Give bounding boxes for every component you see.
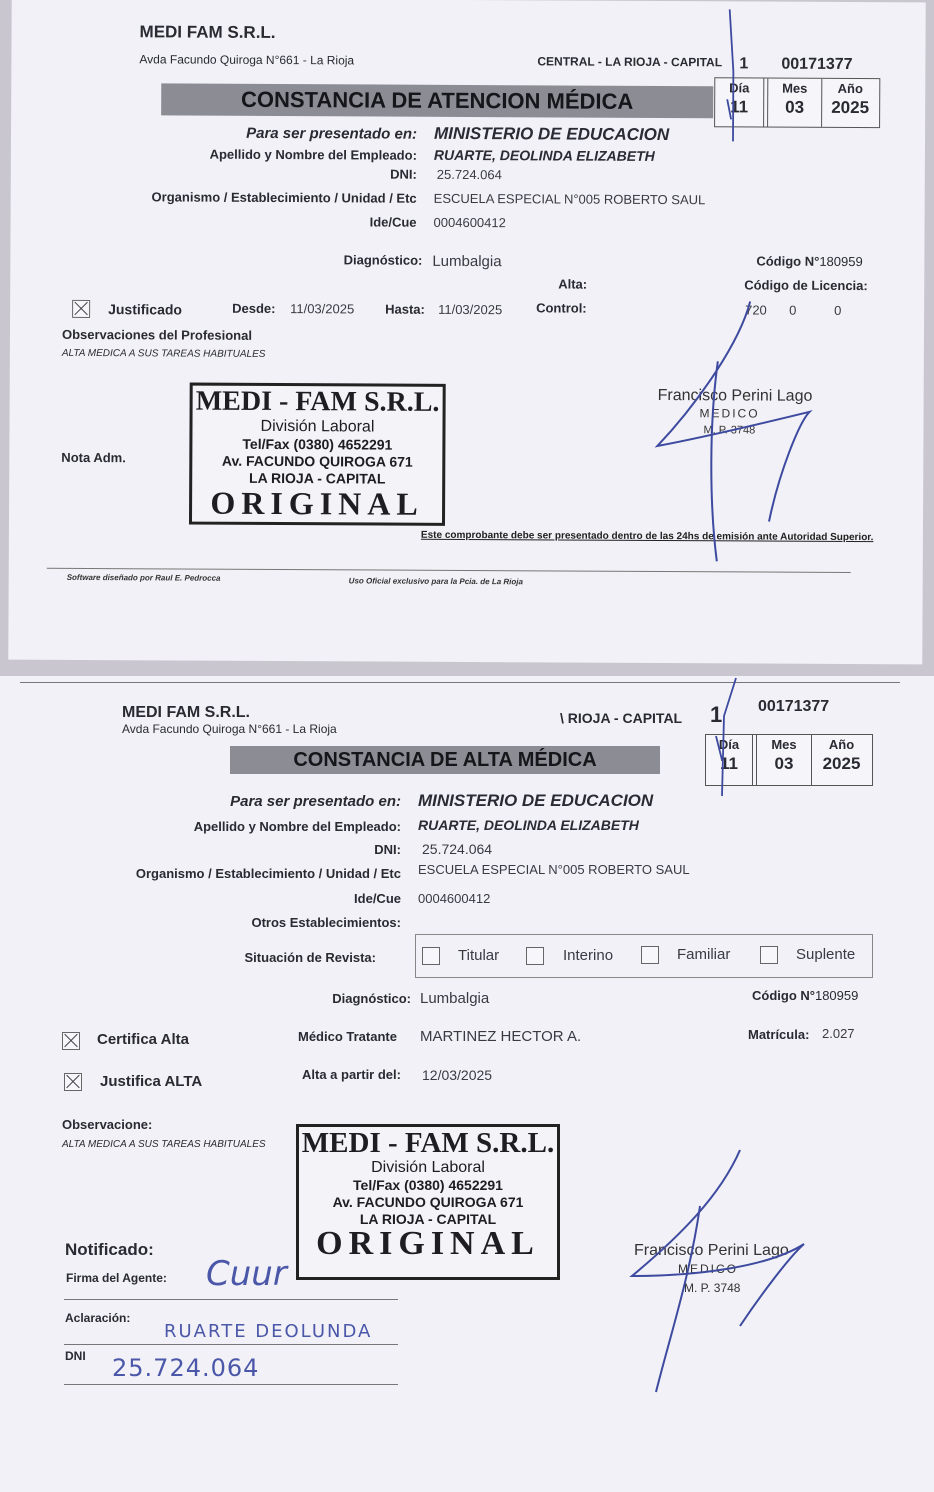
doctor-name: Francisco Perini Lago xyxy=(657,386,813,405)
empleado-value: RUARTE, DEOLINDA ELIZABETH xyxy=(433,146,655,164)
firma-label: Firma del Agente: xyxy=(66,1271,167,1285)
date-month: Mes 03 xyxy=(756,735,812,785)
alta-partir-label: Alta a partir del: xyxy=(302,1067,401,1082)
company-name: MEDI FAM S.R.L. xyxy=(139,22,276,42)
diagnostico-value: Lumbalgia xyxy=(432,252,502,271)
date-box xyxy=(705,734,873,786)
date-year: Año 2025 xyxy=(831,80,870,118)
situacion-label: Situación de Revista: xyxy=(244,950,376,965)
justifica-alta-label: Justifica ALTA xyxy=(100,1073,203,1090)
diagnostico-value: Lumbalgia xyxy=(420,990,490,1007)
idecue-value: 0004600412 xyxy=(418,891,491,906)
dni-value: 25.724.064 xyxy=(422,841,493,857)
codigo-label: Código N°180959 xyxy=(756,253,863,270)
empleado-label: Apellido y Nombre del Empleado: xyxy=(193,819,401,834)
company-name: MEDI FAM S.R.L. xyxy=(122,704,250,721)
empleado-label: Apellido y Nombre del Empleado: xyxy=(209,146,417,163)
medico-value: MARTINEZ HECTOR A. xyxy=(420,1028,582,1045)
dni-label: DNI: xyxy=(374,842,401,857)
alta-partir-value: 12/03/2025 xyxy=(422,1067,493,1083)
suplente-label: Suplente xyxy=(796,946,856,963)
serial-number: 00171377 xyxy=(781,55,853,74)
justificado-label: Justificado xyxy=(108,301,183,318)
office-label: CENTRAL - LA RIOJA - CAPITAL xyxy=(537,54,723,70)
top-rule xyxy=(20,682,900,683)
diagnostico-label: Diagnóstico: xyxy=(343,252,423,268)
company-stamp: MEDI - FAM S.R.L. División Laboral Tel/Fax (0380) 4652291 Av. FACUNDO QUIROGA 671 LA RIOJA - CAPITAL ORIGINAL xyxy=(189,383,446,526)
titular-checkbox[interactable] xyxy=(422,947,440,965)
otros-label: Otros Establecimientos: xyxy=(251,915,401,930)
organismo-value: ESCUELA ESPECIAL N°005 ROBERTO SAUL xyxy=(433,190,706,208)
organismo-value: ESCUELA ESPECIAL N°005 ROBERTO SAUL xyxy=(418,862,690,877)
attention-certificate xyxy=(8,0,925,664)
presentado-label: Para ser presentado en: xyxy=(230,793,401,810)
footer-rule xyxy=(47,568,851,573)
dni-value: 25.724.064 xyxy=(436,166,502,183)
footer-official: Uso Oficial exclusivo para la Pcia. de La Rioja xyxy=(348,576,524,587)
date-day: Día 11 xyxy=(715,78,764,126)
certifica-alta-checkbox[interactable] xyxy=(62,1032,80,1050)
justifica-alta-checkbox[interactable] xyxy=(64,1073,82,1091)
office-label: \ RIOJA - CAPITAL xyxy=(560,710,683,726)
serial-prefix: 1 xyxy=(710,702,723,727)
observaciones-label: Observacione: xyxy=(62,1117,153,1132)
observaciones-value: ALTA MEDICA A SUS TAREAS HABITUALES xyxy=(62,1139,266,1150)
control-label: Control: xyxy=(536,300,587,316)
organismo-label: Organismo / Establecimiento / Unidad / Etc xyxy=(135,866,401,881)
dni-hand-label: DNI xyxy=(65,1349,86,1363)
aclaracion-handwritten: RUARTE DEOLUNDA xyxy=(164,1321,373,1342)
doctor-mp: M. P. 3748 xyxy=(684,1281,741,1295)
aclaracion-label: Aclaración: xyxy=(65,1311,131,1325)
document-title: CONSTANCIA DE ATENCION MÉDICA xyxy=(161,83,713,118)
idecue-value: 0004600412 xyxy=(433,214,506,231)
empleado-value: RUARTE, DEOLINDA ELIZABETH xyxy=(418,817,639,833)
titular-label: Titular xyxy=(458,947,500,964)
date-month: Mes 03 xyxy=(767,79,822,127)
company-address: Avda Facundo Quiroga N°661 - La Rioja xyxy=(122,722,337,736)
hasta-label: Hasta: xyxy=(385,301,425,317)
medico-label: Médico Tratante xyxy=(298,1029,397,1044)
control-value-1: 720 xyxy=(745,302,767,318)
presentado-label: Para ser presentado en: xyxy=(246,124,418,143)
diagnostico-label: Diagnóstico: xyxy=(332,991,411,1006)
date-box xyxy=(714,77,880,128)
desde-value: 11/03/2025 xyxy=(290,301,355,317)
notice-text: Este comprobante debe ser presentado dentro de las 24hs de emisión ante Autoridad Superior. xyxy=(420,529,874,544)
familiar-checkbox[interactable] xyxy=(641,946,659,964)
alta-label: Alta: xyxy=(558,276,588,292)
presentado-value: MINISTERIO DE EDUCACION xyxy=(433,123,670,145)
dni-line xyxy=(64,1384,398,1385)
doctor-mp: M. P. 3748 xyxy=(703,424,756,437)
licencia-label: Código de Licencia: xyxy=(744,277,868,294)
interino-label: Interino xyxy=(563,947,614,964)
matricula-value: 2.027 xyxy=(822,1026,855,1041)
company-stamp: MEDI - FAM S.R.L. División Laboral Tel/Fax (0380) 4652291 Av. FACUNDO QUIROGA 671 LA RIOJA - CAPITAL ORIGINAL xyxy=(296,1124,560,1280)
doctor-name: Francisco Perini Lago xyxy=(634,1242,789,1259)
dni-handwritten: 25.724.064 xyxy=(112,1354,260,1382)
observaciones-label: Observaciones del Profesional xyxy=(61,326,253,343)
justificado-checkbox[interactable] xyxy=(72,300,90,318)
discharge-certificate xyxy=(0,676,934,1492)
organismo-label: Organismo / Establecimiento / Unidad / Etc xyxy=(151,189,417,206)
familiar-label: Familiar xyxy=(677,946,731,963)
firma-line xyxy=(64,1299,398,1300)
company-address: Avda Facundo Quiroga N°661 - La Rioja xyxy=(139,52,355,68)
observaciones-value: ALTA MEDICA A SUS TAREAS HABITUALES xyxy=(61,347,266,360)
document-title: CONSTANCIA DE ALTA MÉDICA xyxy=(230,746,660,774)
idecue-label: Ide/Cue xyxy=(354,891,401,906)
idecue-label: Ide/Cue xyxy=(369,214,417,230)
firma-signature: Cuur xyxy=(206,1254,287,1294)
serial-prefix: 1 xyxy=(739,55,749,73)
doctor-title: MEDICO xyxy=(678,1262,738,1276)
doctor-title: MEDICO xyxy=(699,406,760,421)
dni-label: DNI: xyxy=(390,166,417,182)
certifica-alta-label: Certifica Alta xyxy=(97,1031,189,1048)
suplente-checkbox[interactable] xyxy=(760,946,778,964)
aclaracion-line xyxy=(64,1344,398,1345)
nota-adm-label: Nota Adm. xyxy=(61,449,126,466)
matricula-label: Matrícula: xyxy=(748,1027,810,1042)
presentado-value: MINISTERIO DE EDUCACION xyxy=(418,791,654,810)
date-day: Día 11 xyxy=(706,735,753,785)
interino-checkbox[interactable] xyxy=(526,947,544,965)
notificado-label: Notificado: xyxy=(65,1240,154,1259)
serial-number: 00171377 xyxy=(758,698,830,715)
footer-software: Software diseñado por Raul E. Pedrocca xyxy=(66,572,221,583)
date-year: Año 2025 xyxy=(822,737,861,773)
control-value-3: 0 xyxy=(834,302,842,318)
codigo-label: Código N°180959 xyxy=(752,988,859,1003)
control-value-2: 0 xyxy=(789,302,797,318)
situacion-box xyxy=(415,934,873,978)
hasta-value: 11/03/2025 xyxy=(438,301,503,318)
desde-label: Desde: xyxy=(232,300,276,316)
